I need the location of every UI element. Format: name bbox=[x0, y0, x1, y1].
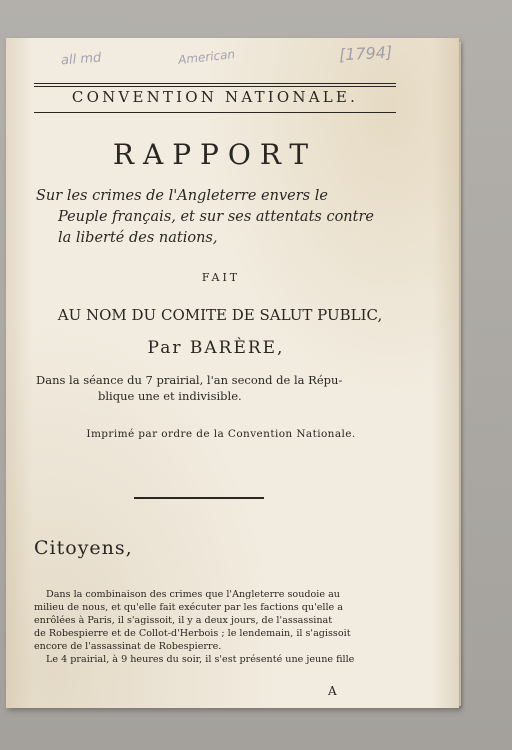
pencil-note: all md bbox=[60, 50, 102, 69]
header-rule-bottom bbox=[34, 112, 396, 113]
subtitle-line: la liberté des nations, bbox=[58, 230, 218, 246]
body-line: Dans la combinaison des crimes que l'Angleterre soudoie au bbox=[46, 589, 340, 600]
body-line: milieu de nous, et qu'elle fait exécuter par les factions qu'elle a bbox=[34, 602, 343, 613]
body-line: encore de l'assassinat de Robespierre. bbox=[34, 641, 222, 652]
seance-line: Dans la séance du 7 prairial, l'an second de la Répu- bbox=[36, 373, 343, 387]
subtitle-line: Peuple français, et sur ses attentats contre bbox=[58, 209, 374, 225]
imprint-line: Imprimé par ordre de la Convention Nationale. bbox=[86, 428, 356, 440]
document-subtitle bbox=[36, 186, 406, 249]
signature-mark: A bbox=[328, 684, 337, 698]
author-line: Par BARÈRE, bbox=[147, 338, 285, 358]
pencil-note: American bbox=[177, 47, 236, 67]
body-line: de Robespierre et de Collot-d'Herbois ; le lendemain, il s'agissoit bbox=[34, 628, 351, 639]
seance-text bbox=[36, 372, 408, 404]
body-line: Le 4 prairial, à 9 heures du soir, il s'est présenté une jeune fille bbox=[46, 654, 355, 665]
subtitle-line: Sur les crimes de l'Angleterre envers le bbox=[36, 188, 328, 204]
committee-line: AU NOM DU COMITE DE SALUT PUBLIC, bbox=[57, 306, 383, 324]
section-divider bbox=[134, 497, 264, 499]
salutation: Citoyens, bbox=[34, 537, 133, 559]
document-header: CONVENTION NATIONALE. bbox=[71, 88, 359, 106]
header-rule-top bbox=[34, 83, 396, 84]
seance-line: blique une et indivisible. bbox=[98, 389, 242, 403]
header-rule-top-inner bbox=[34, 86, 396, 87]
pencil-note: [1794] bbox=[338, 42, 393, 65]
document-title: RAPPORT bbox=[112, 138, 318, 171]
body-text bbox=[34, 588, 414, 666]
body-line: enrôlées à Paris, il s'agissoit, il y a deux jours, de l'assassinat bbox=[34, 615, 333, 626]
document-page bbox=[6, 38, 459, 708]
fait-label: FAIT bbox=[201, 271, 241, 284]
